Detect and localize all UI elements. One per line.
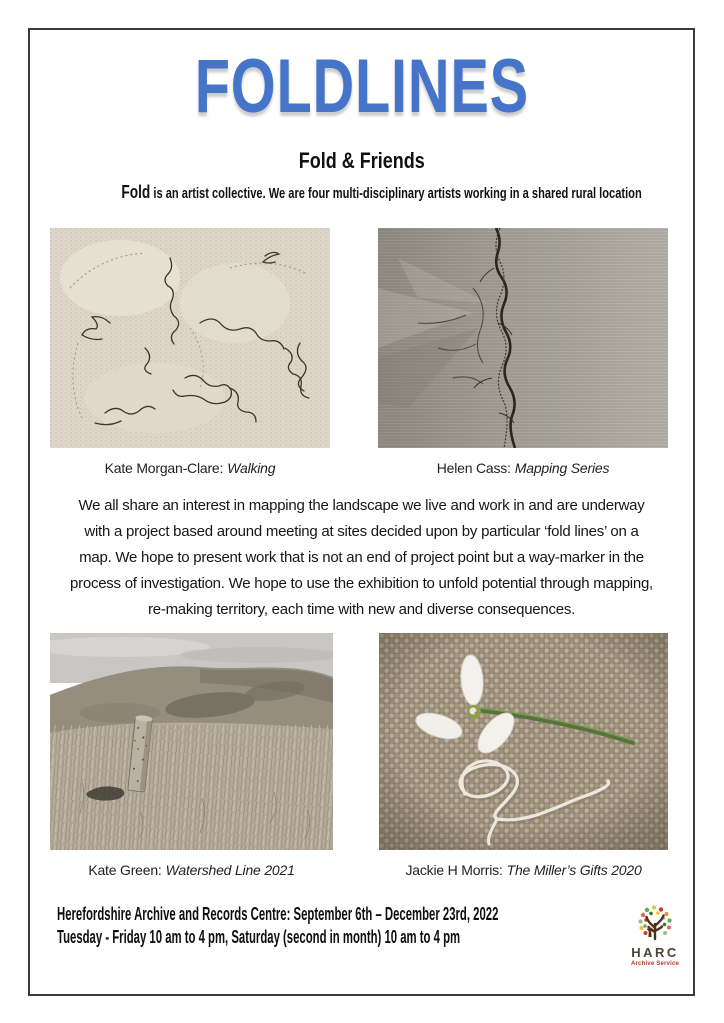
caption-mapping-series xyxy=(378,460,668,477)
artwork-title: Watershed Line 2021 xyxy=(165,862,295,878)
tree-icon xyxy=(634,902,676,944)
caption-walking xyxy=(50,460,330,477)
artist-name: Kate Morgan-Clare: xyxy=(104,460,224,476)
description-line: re-making territory, each time with new and diverse consequences. xyxy=(147,601,575,618)
harc-logo xyxy=(623,902,687,967)
artwork-title: Walking xyxy=(227,460,276,476)
intro-lead: Fold xyxy=(121,181,151,202)
description-line: with a project based around meeting at sites decided upon by particular ‘fold lines’ on a xyxy=(84,523,639,540)
description-paragraph xyxy=(30,493,693,623)
venue-and-dates xyxy=(57,903,693,949)
poster-frame xyxy=(28,28,695,996)
caption-millers-gifts xyxy=(379,862,668,879)
intro-rest: is an artist collective. We are four multi-disciplinary artists working in a shared rural location xyxy=(150,185,642,202)
description-line: map. We hope to present work that is not an end of project point but a way-marker in the xyxy=(79,549,644,566)
artist-name: Kate Green: xyxy=(88,862,162,878)
description-line: We all share an interest in mapping the landscape we live and work in and are underway xyxy=(78,497,645,514)
artwork-image-watershed-line xyxy=(50,633,333,850)
artwork-image-mapping-series xyxy=(378,228,668,448)
harc-logo-tagline: Archive Service xyxy=(630,961,680,967)
caption-watershed-line xyxy=(50,862,333,879)
subtitle-fold-and-friends: Fold & Friends xyxy=(298,148,425,173)
artwork-image-millers-gifts xyxy=(379,633,668,850)
artist-name: Jackie H Morris: xyxy=(405,862,503,878)
intro-line xyxy=(121,182,641,204)
harc-logo-name: HARC xyxy=(631,945,679,960)
poster-title: FOLDLINES xyxy=(194,44,529,129)
artwork-title: Mapping Series xyxy=(514,460,610,476)
artist-name: Helen Cass: xyxy=(436,460,511,476)
artwork-title: The Miller’s Gifts 2020 xyxy=(506,862,642,878)
artwork-image-walking xyxy=(50,228,330,448)
opening-hours-line: Tuesday - Friday 10 am to 4 pm, Saturday (second in month) 10 am to 4 pm xyxy=(57,927,461,947)
description-line: process of investigation. We hope to use the exhibition to unfold potential through mapping, xyxy=(70,575,653,592)
venue-line: Herefordshire Archive and Records Centre: September 6th – December 23rd, 2022 xyxy=(57,904,499,924)
